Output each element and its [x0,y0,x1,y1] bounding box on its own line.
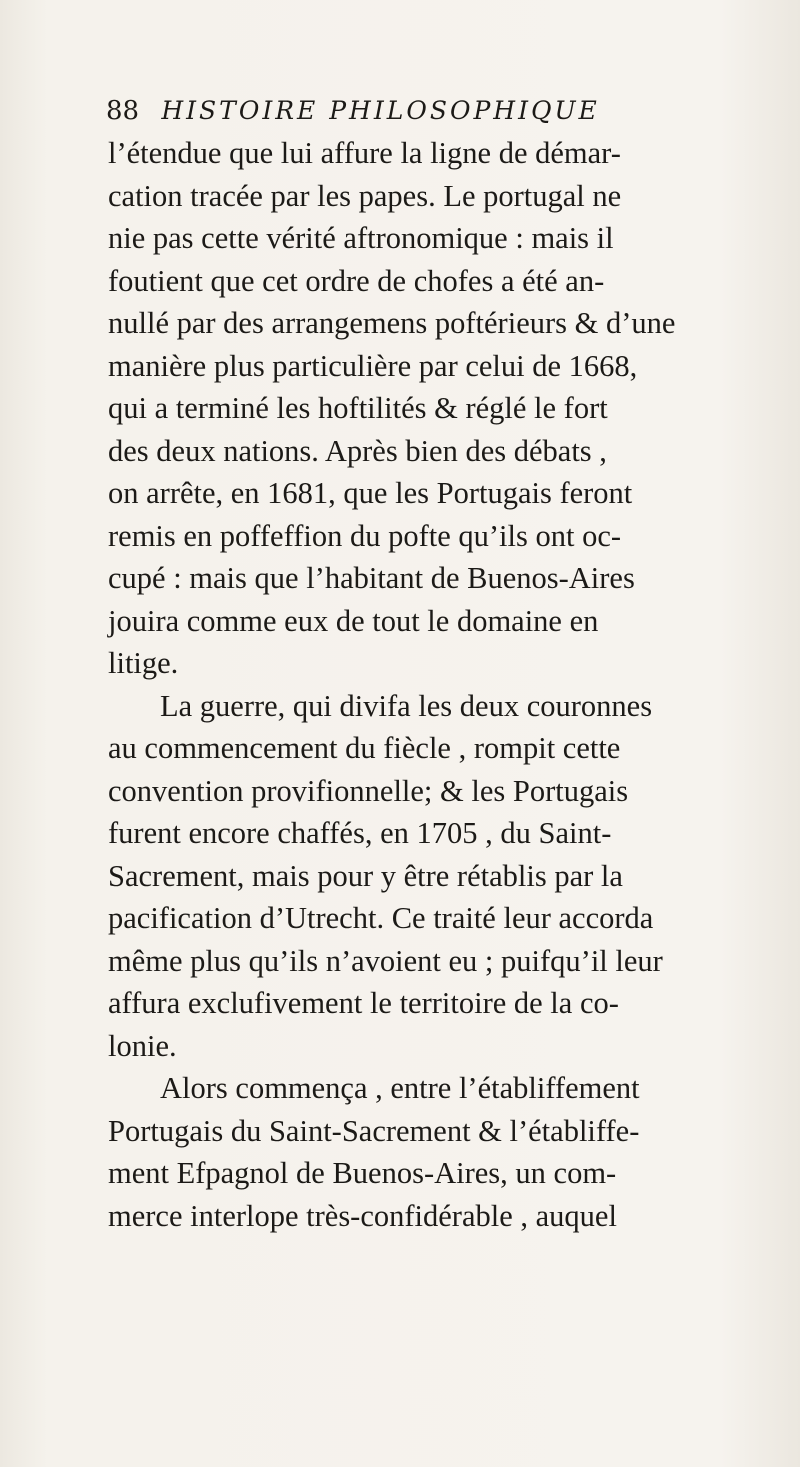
text-line: au commencement du fiècle , rompit cette [108,731,621,765]
text-line: des deux nations. Après bien des débats , [108,433,607,468]
text-line: qui a terminé les hoftilités & réglé le fort [108,391,608,425]
text-line: Sacrement, mais pour y être rétablis par la [108,858,623,893]
paragraph-first-line: La guerre, qui divifa les deux couronnes [160,688,653,723]
text-line: pacification d’Utrecht. Ce traité leur accorda [108,901,654,935]
text-line: on arrête, en 1681, que les Portugais feront [108,476,633,510]
text-line: nullé par des arrangemens poftérieurs & d’une [108,306,676,340]
paragraph-first-line: Alors commença , entre l’établiffement [160,1071,640,1105]
text-line: merce interlope très-confidérable , auquel [108,1198,617,1233]
text-line: foutient que cet ordre de chofes a été an- [108,263,605,298]
text-line: ment Efpagnol de Buenos-Aires, un com- [108,1156,617,1190]
text-line: manière plus particulière par celui de 1668, [108,348,638,383]
text-line: cupé : mais que l’habitant de Buenos-Aires [108,561,635,595]
text-line: cation tracée par les papes. Le portugal ne [108,178,622,213]
text-line: nie pas cette vérité aftronomique : mais il [108,221,614,255]
text-line: remis en poffeffion du pofte qu’ils ont oc- [108,518,622,553]
text-line: furent encore chaffés, en 1705 , du Saint- [108,816,612,850]
text-line: Portugais du Saint-Sacrement & l’établiffe- [108,1113,640,1148]
text-line: litige. [108,646,179,680]
page-header [106,90,746,132]
text-line: lonie. [108,1028,177,1063]
page-number: 88 [106,96,140,126]
text-line: convention provifionnelle; & les Portugais [108,773,629,808]
running-title: HISTOIRE PHILOSOPHIQUE [161,96,600,125]
text-line: jouira comme eux de tout le domaine en [108,603,599,638]
text-line: l’étendue que lui affure la ligne de démar- [108,136,621,170]
text-line: affura exclufivement le territoire de la co- [108,986,619,1020]
text-line: même plus qu’ils n’avoient eu ; puifqu’il leur [108,943,663,978]
